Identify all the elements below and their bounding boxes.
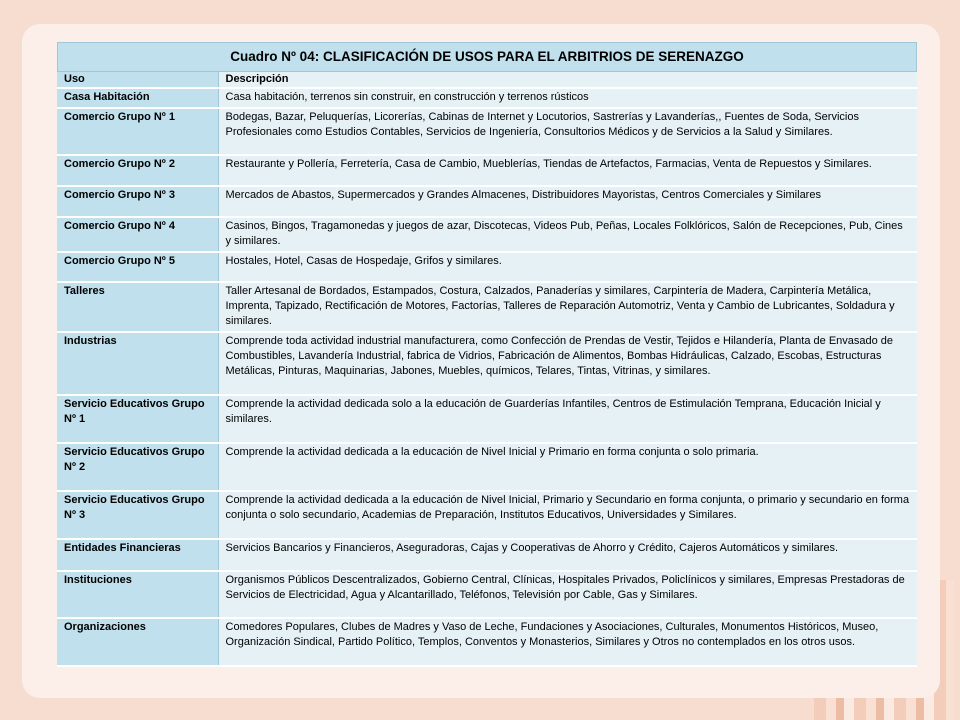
table-row [57,539,917,571]
descripcion-cell: Comprende la actividad dedicada a la educación de Nivel Inicial, Primario y Secundario en forma conjunta, o primario y secundario en forma conjunta o solo secundario, Academias de Preparación, Institutos Educativos, Universidades y Similares. [218,491,917,539]
header-descripcion: Descripción [218,72,917,88]
table-row [57,618,917,666]
descripcion-cell: Organismos Públicos Descentralizados, Gobierno Central, Clínicas, Hospitales Privados, Policlínicos y similares, Empresas Prestadoras de Servicios de Electricidad, Agua y Alcantarillado, Teléfonos, Televisión por Cable, Gas y Similares. [218,571,917,618]
table-row [57,571,917,618]
table-row [57,395,917,443]
table-row [57,108,917,155]
uses-table [57,72,917,667]
table-row [57,332,917,395]
uso-cell: Comercio Grupo Nº 5 [57,252,218,282]
uso-cell: Instituciones [57,571,218,618]
uso-cell: Industrias [57,332,218,395]
table-row [57,491,917,539]
uso-cell: Comercio Grupo Nº 1 [57,108,218,155]
descripcion-cell: Mercados de Abastos, Supermercados y Grandes Almacenes, Distribuidores Mayoristas, Centros Comerciales y Similares [218,186,917,217]
descripcion-cell: Casinos, Bingos, Tragamonedas y juegos de azar, Discotecas, Videos Pub, Peñas, Locales Folklóricos, Salón de Recepciones, Pub, Cines y similares. [218,217,917,252]
descripcion-cell: Comedores Populares, Clubes de Madres y Vaso de Leche, Fundaciones y Asociaciones, Culturales, Monumentos Históricos, Museo, Organización Sindical, Partido Político, Templos, Conventos y Monasterios, Similares y Otros no contemplados en los otros usos. [218,618,917,666]
descripcion-cell: Servicios Bancarios y Financieros, Aseguradoras, Cajas y Cooperativas de Ahorro y Crédito, Cajeros Automáticos y similares. [218,539,917,571]
table-row [57,155,917,186]
descripcion-cell: Comprende toda actividad industrial manufacturera, como Confección de Prendas de Vestir, Tejidos e Hilandería, Planta de Envasado de Combustibles, Lavandería Industrial, fabrica de Vidrios, Fabricación de Alimentos, Bombas Hidráulicas, Calzado, Escobas, Estructuras Metálicas, Pinturas, Maquinarias, Jabones, Muebles, químicos, Telares, Tintas, Vitrinas, y similares. [218,332,917,395]
table-title: Cuadro Nº 04: CLASIFICACIÓN DE USOS PARA EL ARBITRIOS DE SERENAZGO [57,42,917,72]
uso-cell: Servicio Educativos Grupo Nº 1 [57,395,218,443]
descripcion-cell: Comprende la actividad dedicada solo a la educación de Guarderías Infantiles, Centros de Estimulación Temprana, Educación Inicial y similares. [218,395,917,443]
table-row [57,252,917,282]
table-row [57,186,917,217]
uso-cell: Entidades Financieras [57,539,218,571]
uso-cell: Comercio Grupo Nº 3 [57,186,218,217]
uso-cell: Casa Habitación [57,88,218,108]
descripcion-cell: Comprende la actividad dedicada a la educación de Nivel Inicial y Primario en forma conjunta o solo primaria. [218,443,917,491]
uso-cell: Servicio Educativos Grupo Nº 3 [57,491,218,539]
table-row [57,88,917,108]
descripcion-cell: Hostales, Hotel, Casas de Hospedaje, Grifos y similares. [218,252,917,282]
descripcion-cell: Bodegas, Bazar, Peluquerías, Licorerías, Cabinas de Internet y Locutorios, Sastrerías y Lavanderías,, Fuentes de Soda, Servicios Profesionales como Estudios Contables, Servicios de Ingeniería, Consultorios Médicos y de Servicios a la Salud y Similares. [218,108,917,155]
uso-cell: Comercio Grupo Nº 4 [57,217,218,252]
descripcion-cell: Restaurante y Pollería, Ferretería, Casa de Cambio, Mueblerías, Tiendas de Artefactos, Farmacias, Venta de Repuestos y Similares. [218,155,917,186]
uso-cell: Servicio Educativos Grupo Nº 2 [57,443,218,491]
table-row [57,443,917,491]
table-row [57,217,917,252]
table-header-row [57,72,917,88]
uso-cell: Organizaciones [57,618,218,666]
uso-cell: Comercio Grupo Nº 2 [57,155,218,186]
descripcion-cell: Casa habitación, terrenos sin construir, en construcción y terrenos rústicos [218,88,917,108]
descripcion-cell: Taller Artesanal de Bordados, Estampados, Costura, Calzados, Panaderías y similares, Carpintería de Madera, Carpintería Metálica, Imprenta, Tapizado, Rectificación de Motores, Factorías, Talleres de Reparación Automotriz, Venta y Cambio de Lubricantes, Soldadura y similares. [218,282,917,332]
uso-cell: Talleres [57,282,218,332]
table-row [57,282,917,332]
header-uso: Uso [57,72,218,88]
classification-table [57,42,917,667]
